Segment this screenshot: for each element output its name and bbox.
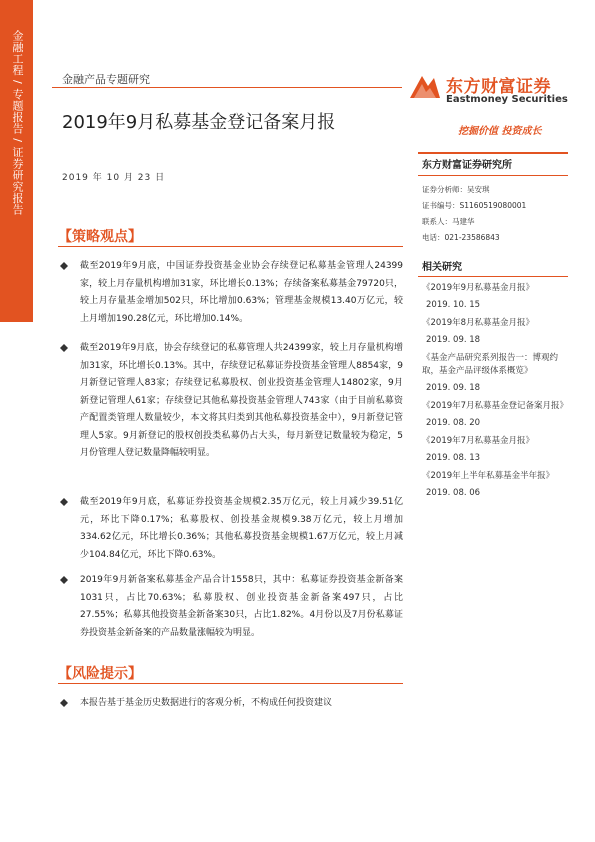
diamond-bullet-icon: [60, 576, 68, 584]
analyst-name: 证券分析师：吴安琪: [422, 185, 490, 194]
brand-slogan: 挖掘价值 投资成长: [458, 126, 542, 137]
related-item-title[interactable]: 《2019年8月私募基金月报》: [422, 318, 535, 328]
eastmoney-logo-icon: [408, 72, 442, 102]
diamond-bullet-icon: [60, 498, 68, 506]
related-item-date: 2019. 09. 18: [426, 383, 481, 393]
diamond-bullet-icon: [60, 699, 68, 707]
bullet-text: 截至2019年9月底，私募证券投资基金规模2.35万亿元，较上月减少39.51亿元，环比下降0.17%；私募股权、创投基金规模9.38万亿元，较上月增加334.62亿元，环比增长0.36%；其他私募投资基金规模1.67万亿元，较上月减少104.84亿元，环比下降0.63%。: [80, 497, 403, 560]
risk-heading: 【风险提示】: [58, 666, 142, 682]
related-item[interactable]: [418, 400, 568, 430]
related-item[interactable]: [418, 282, 568, 312]
related-item-title[interactable]: 《2019年7月私募基金月报》: [422, 436, 535, 446]
report-title: 2019年9月私募基金登记备案月报: [62, 112, 336, 133]
related-item-title[interactable]: 《2019年上半年私募基金半年报》: [422, 471, 555, 481]
related-item-date: 2019. 08. 20: [426, 418, 481, 428]
header-divider: [52, 87, 402, 88]
strategy-bullet-2: [58, 340, 403, 463]
related-item[interactable]: [418, 470, 568, 500]
related-item-date: 2019. 08. 13: [426, 453, 481, 463]
risk-divider: [58, 683, 403, 684]
strategy-bullet-3: [58, 494, 403, 564]
bullet-text: 2019年9月新备案私募基金产品合计1558只，其中：私募证券投资基金新备案1031只，占比70.63%；私募股权、创业投资基金新备案497只，占比27.55%；私募其他投资基金新备案30只，占比1.82%。4月份以及7月份私募证券投资基金新备案的产品数量涨幅较为明显。: [80, 575, 403, 638]
strategy-divider: [58, 246, 403, 247]
related-item[interactable]: [418, 317, 568, 347]
related-item[interactable]: [418, 435, 568, 465]
related-item-date: 2019. 10. 15: [426, 300, 481, 310]
bullet-text: 本报告基于基金历史数据进行的客观分析，不构成任何投资建议: [80, 698, 333, 708]
bullet-text: 截至2019年9月底，协会存续登记的私募管理人共24399家，较上月存量机构增加31家，环比增长0.13%。其中，存续登记私募证券投资基金管理人8854家，9月新登记管理人83家；存续登记私募股权、创业投资基金管理人14802家，9月新登记管理人61家；存续登记其他私募投资基金管理人743家（由于目前私募资产配置类管理人数量较少，本文将其归类到其他私募投资基金中），9月新登记管理人5家。9月新登记的股权创投类私募仍占大头，每月新登记数量较为稳定，5月份管理人登记数量降幅较明显。: [80, 343, 403, 458]
right-sidebar: [418, 152, 568, 500]
diamond-bullet-icon: [60, 344, 68, 352]
side-tab-text: 金融工程 / 专题报告 / 证券研究报告: [11, 30, 24, 216]
report-date: 2019 年 10 月 23 日: [62, 173, 166, 183]
brand-name-cn: 东方财富证券: [446, 77, 551, 97]
related-research-title: 相关研究: [418, 258, 568, 277]
contact-person: 联系人：马建华: [422, 217, 475, 226]
related-item[interactable]: [418, 352, 568, 395]
brand-logo: [408, 66, 568, 112]
brand-name-en: Eastmoney Securities: [446, 94, 568, 105]
risk-bullet-1: [58, 695, 403, 713]
side-tab-band: [0, 0, 33, 322]
cert-number: 证书编号：S1160519080001: [422, 201, 527, 210]
strategy-bullet-4: [58, 572, 403, 642]
related-item-date: 2019. 09. 18: [426, 335, 481, 345]
diamond-bullet-icon: [60, 262, 68, 270]
related-item-title[interactable]: 《基金产品研究系列报告一：博观约取，基金产品评级体系概览》: [422, 353, 559, 376]
strategy-heading: 【策略观点】: [58, 229, 142, 245]
related-item-title[interactable]: 《2019年9月私募基金月报》: [422, 283, 535, 293]
institute-title: 东方财富证券研究所: [418, 152, 568, 176]
related-item-title[interactable]: 《2019年7月私募基金登记备案月报》: [422, 401, 569, 411]
strategy-bullet-1: [58, 258, 403, 328]
contact-phone: 电话：021-23586843: [422, 233, 500, 242]
bullet-text: 截至2019年9月底，中国证券投资基金业协会存续登记私募基金管理人24399家，较上月存量机构增加31家，环比增长0.13%；存续备案私募基金79720只，较上月存量基金增加502只，环比增加0.63%；管理基金规模13.40万亿元，较上月增加190.28亿元，环比增加0.14%。: [80, 261, 403, 324]
related-item-date: 2019. 08. 06: [426, 488, 481, 498]
report-category: 金融产品专题研究: [62, 73, 150, 86]
